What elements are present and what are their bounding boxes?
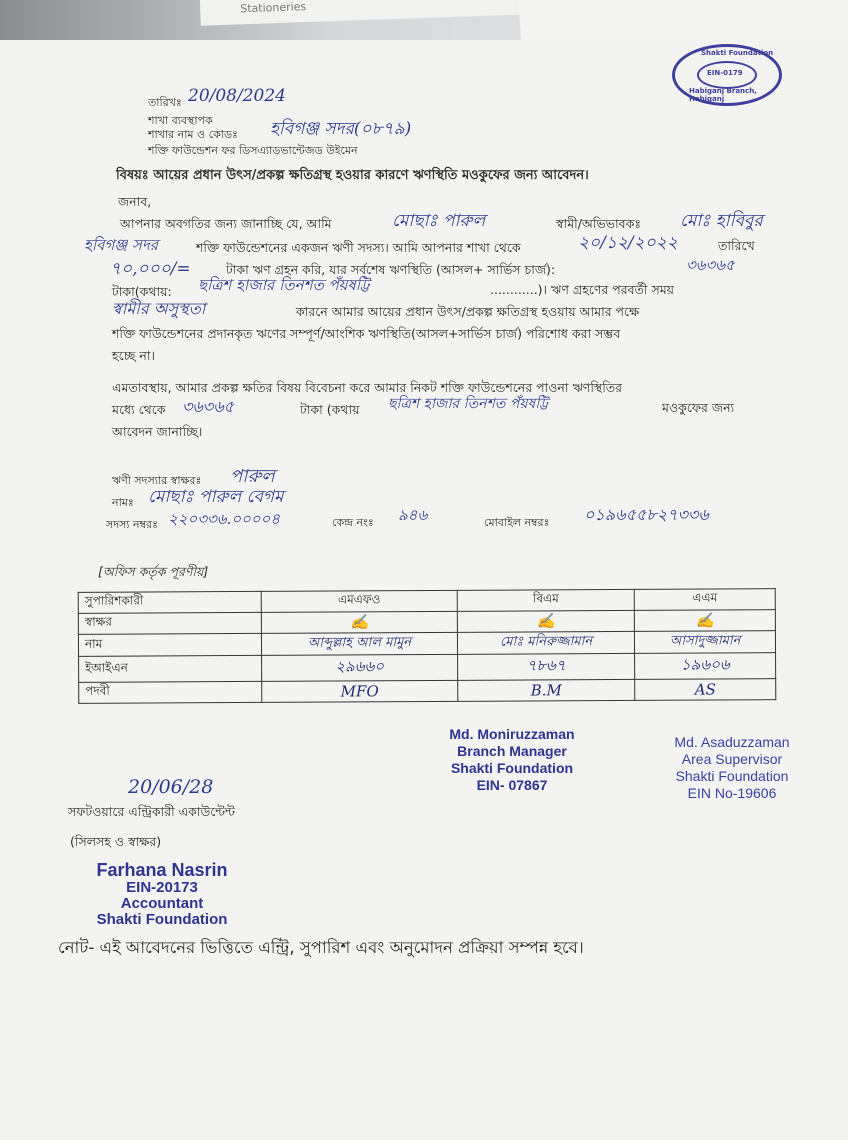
table-header: এমএফও <box>261 590 457 612</box>
organization-name: শক্তি ফাউন্ডেশন ফর ডিসএ্যাডভান্টেজড উইমেন <box>148 144 358 157</box>
accountant-subtitle: (সিলসহ ও স্বাক্ষর) <box>70 834 162 849</box>
accountant-signature: 20/06/28 <box>128 776 214 798</box>
branch-stamp <box>672 44 782 106</box>
branch-name-inline: হবিগঞ্জ সদর <box>84 236 158 254</box>
table-row <box>79 653 776 683</box>
waiver-amount: ৩৬৩৬৫ <box>182 397 234 416</box>
branch-value: হবিগঞ্জ সদর(০৮৭৯) <box>270 119 412 139</box>
branch-label: শাখার নাম ও কোডঃ <box>148 128 238 141</box>
stamp-bottom-text: Habiganj Branch, Habiganj <box>689 87 757 103</box>
body-text: মওকুফের জন্য <box>662 400 735 415</box>
center-number: ৯৪৬ <box>398 506 428 524</box>
member-number: ২২০৩৩৬.০০০০৪ <box>168 510 281 528</box>
table-row <box>79 679 776 704</box>
body-text: শক্তি ফাউন্ডেশনের প্রদানকৃত ঋণের সম্পূর্ণ/আংশিক ঋণস্থিতি(আসল+সার্ভিস চার্জ) পরিশোধ করা সম্ভব <box>112 326 621 341</box>
member-signature: পারুল <box>230 466 275 487</box>
signature-cell: ✍ <box>261 611 457 633</box>
body-text: হচ্ছে না। <box>112 348 155 363</box>
table-cell: ১৯৬০৬ <box>635 653 776 680</box>
body-text: আবেদন জানাচ্ছি। <box>112 424 203 439</box>
damage-reason: স্বামীর অসুস্থতা <box>112 299 206 318</box>
stamp-ein-text: EIN-0179 <box>707 69 743 77</box>
seal-line: EIN-20173 <box>126 879 198 896</box>
body-text: এমতাবস্থায়, আমার প্রকল্প ক্ষতির বিষয় বিবেচনা করে আমার নিকট শক্তি ফাউন্ডেশনের পাওনা ঋণস্থিতির <box>112 380 623 395</box>
table-cell: ২৯৬৬০ <box>262 654 458 681</box>
seal-line: EIN- 07867 <box>476 777 548 793</box>
mobile-number: ০১৯৬৫৫৮২৭৩৩৬ <box>584 505 709 524</box>
mobile-label: মোবাইল নম্বরঃ <box>484 516 550 529</box>
accountant-seal <box>72 860 252 928</box>
area-supervisor-seal <box>652 734 812 802</box>
waiver-in-words: ছত্রিশ হাজার তিনশত পঁয়ষট্টি <box>388 396 549 412</box>
table-header: এএম <box>634 589 775 611</box>
member-number-label: সদস্য নম্বরঃ <box>106 518 158 531</box>
loan-date: ২০/১২/২০২২ <box>578 233 678 253</box>
body-text: আপনার অবগতির জন্য জানাচ্ছি যে, আমি <box>120 216 332 231</box>
table-cell: আব্দুল্লাহ আল মামুন <box>261 632 457 655</box>
balance-in-words: ছত্রিশ হাজার তিনশত পঁয়ষট্টি <box>198 276 370 294</box>
seal-line: Branch Manager <box>457 743 567 759</box>
signature-cell: ✍ <box>635 610 776 632</box>
member-name-label: নামঃ <box>112 496 134 509</box>
body-text: স্বামী/অভিভাবকঃ <box>556 216 641 231</box>
row-label: নাম <box>78 633 261 656</box>
footer-note: নোট- এই আবেদনের ভিত্তিতে এন্ট্রি, সুপারিশ এবং অনুমোদন প্রক্রিয়া সম্পন্ন হবে। <box>58 938 584 957</box>
row-label: ইআইএন <box>79 655 262 682</box>
branch-manager-seal <box>432 726 592 794</box>
body-text: মধ্যে থেকে <box>112 402 166 417</box>
body-text: কারনে আমার আয়ের প্রধান উৎস/প্রকল্প ক্ষতিগ্রস্থ হওয়ায় আমার পক্ষে <box>296 304 640 319</box>
seal-line: Shakti Foundation <box>96 911 228 928</box>
approval-table <box>78 588 777 704</box>
table-header: সুপারিশকারী <box>78 591 261 613</box>
member-name: মোছাঃ পারুল বেগম <box>148 487 284 507</box>
table-header: বিএম <box>457 589 634 611</box>
loan-balance: ৩৬৩৬৫ <box>686 256 735 274</box>
salutation: জনাব, <box>118 194 152 209</box>
seal-line: Shakti Foundation <box>450 760 574 776</box>
table-cell: B.M <box>458 679 635 701</box>
guardian-name: মোঃ হাবিবুর <box>680 211 763 231</box>
date-label: তারিখঃ <box>148 96 182 109</box>
date-value: 20/08/2024 <box>188 86 286 106</box>
row-label: স্বাক্ষর <box>78 612 261 634</box>
body-text: শক্তি ফাউন্ডেশনের একজন ঋণী সদস্য। আমি আপনার শাখা থেকে <box>196 240 521 255</box>
seal-line: Area Supervisor <box>681 751 783 767</box>
member-signature-label: ঋণী সদস্যার স্বাক্ষরঃ <box>112 474 202 487</box>
seal-line: EIN No-19606 <box>687 785 777 801</box>
subject-line: বিষয়ঃ আয়ের প্রধান উৎস/প্রকল্প ক্ষতিগ্রস্থ হওয়ার কারণে ঋণস্থিতি মওকুফের জন্য আবেদন। <box>116 168 589 183</box>
accountant-title: সফটওয়ারে এন্ট্রিকারী একাউন্টেন্ট <box>68 804 235 819</box>
table-cell: ৭৮৬৭ <box>457 653 634 680</box>
table-cell: AS <box>635 679 776 701</box>
body-text: টাকা(কথায়: <box>112 284 172 299</box>
table-cell: মোঃ মনিরুজ্জামান <box>457 631 634 654</box>
stamp-inner-ring <box>697 61 757 89</box>
center-number-label: কেন্দ্র নংঃ <box>332 516 374 529</box>
loan-amount: ৭০,০০০/= <box>110 259 191 279</box>
member-name-inline: মোছাঃ পারুল <box>392 211 486 231</box>
table-cell: আসাদুজ্জামান <box>635 631 776 654</box>
seal-line: Shakti Foundation <box>675 768 789 784</box>
seal-line: Md. Moniruzzaman <box>449 726 575 742</box>
body-text: টাকা ঋণ গ্রহন করি, যার সর্বশেষ ঋণস্থিতি (আসল+ সার্ভিস চার্জ): <box>226 262 556 277</box>
body-text: তারিখে <box>718 238 755 253</box>
seal-line: Accountant <box>120 895 204 912</box>
seal-line: Farhana Nasrin <box>96 860 228 880</box>
seal-line: Md. Asaduzzaman <box>674 734 790 750</box>
office-use-label: [অফিস কর্তৃক পূরণীয়] <box>98 564 209 579</box>
body-text: ............)। ঋণ গ্রহণের পরবর্তী সময় <box>490 282 675 297</box>
header-recipient: শাখা ব্যবস্থাপক <box>148 114 213 127</box>
table-cell: MFO <box>262 680 458 702</box>
table-row <box>78 631 775 657</box>
background-paper-text: Stationeries <box>240 0 307 16</box>
signature-cell: ✍ <box>457 610 634 632</box>
body-text: টাকা (কথায় <box>300 402 360 417</box>
stamp-top-text: Shakti Foundation <box>701 49 774 57</box>
row-label: পদবী <box>79 681 262 703</box>
